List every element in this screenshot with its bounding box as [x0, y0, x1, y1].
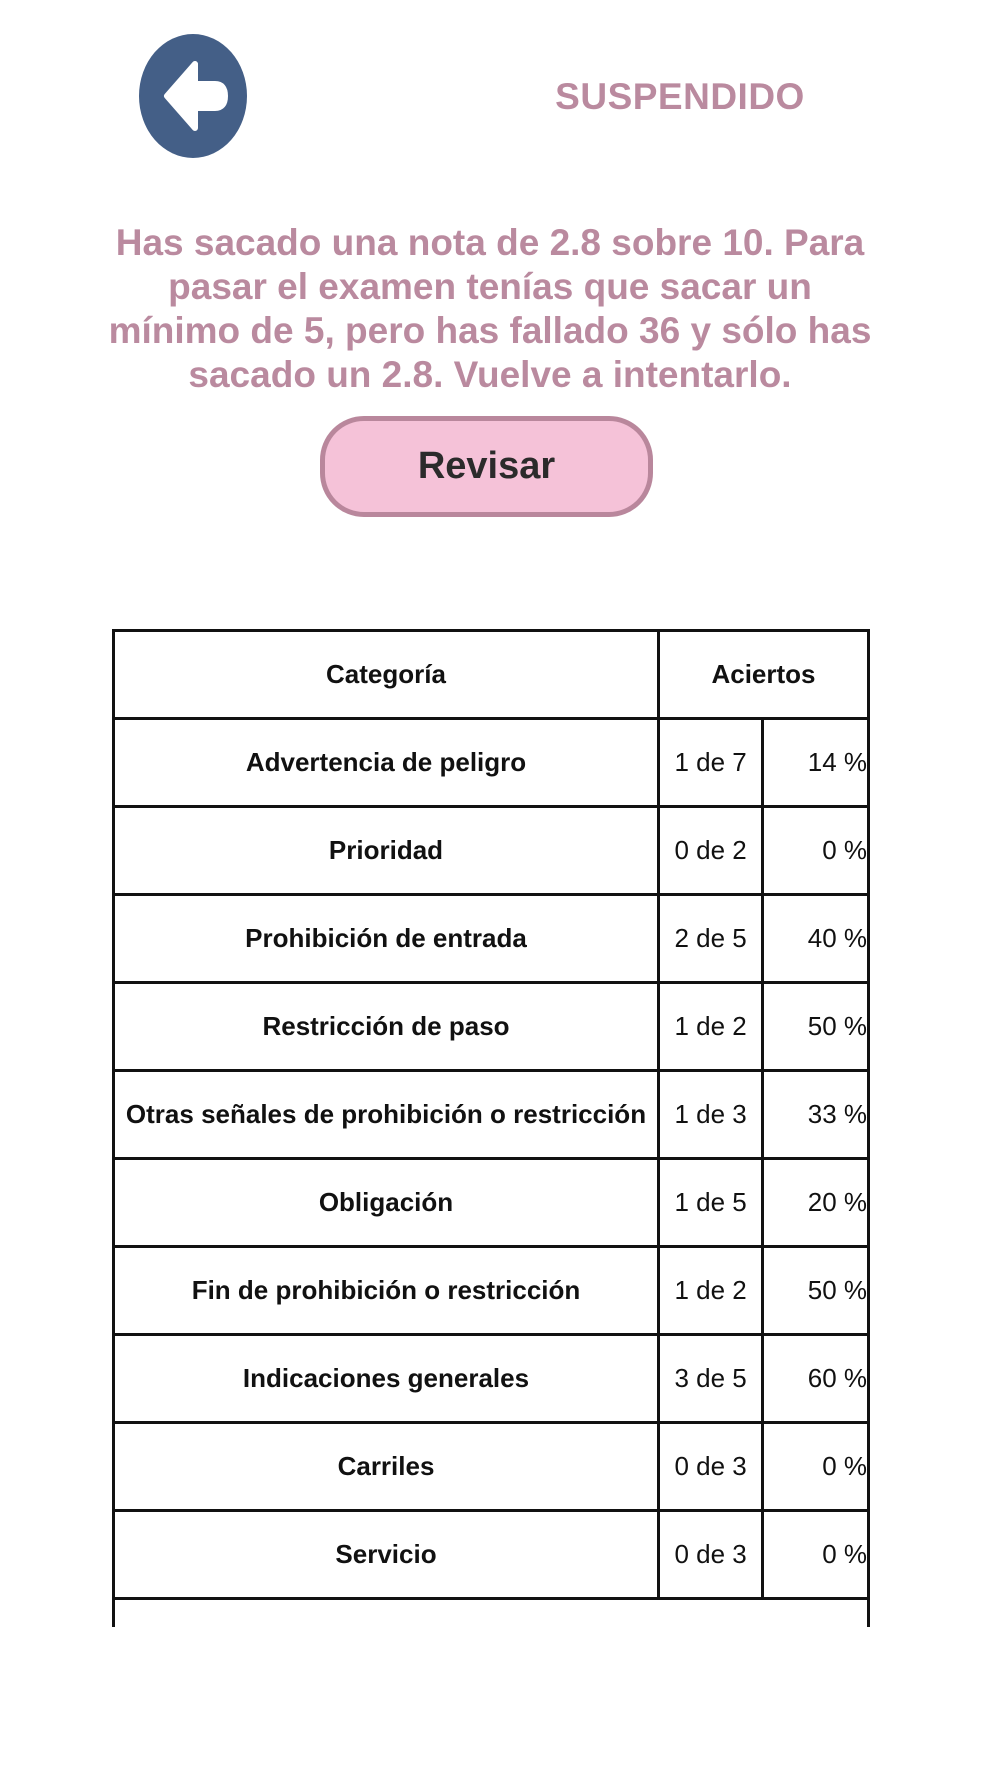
result-message: Has sacado una nota de 2.8 sobre 10. Para pasar el examen tenías que sacar un mínimo de 5, pero has fallado 36 y sólo has sacado un 2.8. Vuelve a intentarlo. — [108, 222, 872, 395]
table-row — [115, 1159, 867, 1247]
table-row — [115, 1335, 867, 1423]
count-cell: 1 de 7 — [659, 719, 763, 807]
hits-header: Aciertos — [659, 632, 868, 719]
percent-cell: 0 % — [763, 1511, 867, 1599]
count-cell: 2 de 5 — [659, 895, 763, 983]
category-cell: Fin de prohibición o restricción — [115, 1247, 659, 1335]
percent-cell: 50 % — [763, 1247, 867, 1335]
status-label: SUSPENDIDO — [555, 76, 805, 117]
results-table — [112, 629, 870, 1627]
category-cell: Prioridad — [115, 807, 659, 895]
category-cell: Carriles — [115, 1423, 659, 1511]
count-cell: 3 de 5 — [659, 1335, 763, 1423]
back-button[interactable] — [139, 34, 247, 158]
count-cell: 0 de 3 — [659, 1423, 763, 1511]
count-cell: 1 de 2 — [659, 983, 763, 1071]
count-cell: 0 de 2 — [659, 807, 763, 895]
category-cell: Otras señales de prohibición o restricción — [115, 1071, 659, 1159]
table-row — [115, 1247, 867, 1335]
percent-cell: 14 % — [763, 719, 867, 807]
percent-cell: 40 % — [763, 895, 867, 983]
table-row — [115, 1071, 867, 1159]
count-cell: 1 de 5 — [659, 1159, 763, 1247]
percent-cell: 33 % — [763, 1071, 867, 1159]
percent-cell: 20 % — [763, 1159, 867, 1247]
percent-cell: 50 % — [763, 983, 867, 1071]
category-cell: Prohibición de entrada — [115, 895, 659, 983]
percent-cell: 60 % — [763, 1335, 867, 1423]
back-arrow-icon — [139, 34, 247, 158]
percent-cell: 0 % — [763, 807, 867, 895]
category-cell: Obligación — [115, 1159, 659, 1247]
table-row — [115, 1423, 867, 1511]
category-cell: Servicio — [115, 1511, 659, 1599]
table-row — [115, 1511, 867, 1599]
category-cell: Indicaciones generales — [115, 1335, 659, 1423]
review-button[interactable]: Revisar — [320, 416, 653, 517]
table-header-row — [115, 632, 867, 719]
table-row — [115, 895, 867, 983]
table-row — [115, 807, 867, 895]
category-cell: Advertencia de peligro — [115, 719, 659, 807]
table-row — [115, 719, 867, 807]
percent-cell: 0 % — [763, 1423, 867, 1511]
category-cell: Restricción de paso — [115, 983, 659, 1071]
table-row — [115, 983, 867, 1071]
count-cell: 0 de 3 — [659, 1511, 763, 1599]
count-cell: 1 de 3 — [659, 1071, 763, 1159]
count-cell: 1 de 2 — [659, 1247, 763, 1335]
category-header: Categoría — [115, 632, 659, 719]
